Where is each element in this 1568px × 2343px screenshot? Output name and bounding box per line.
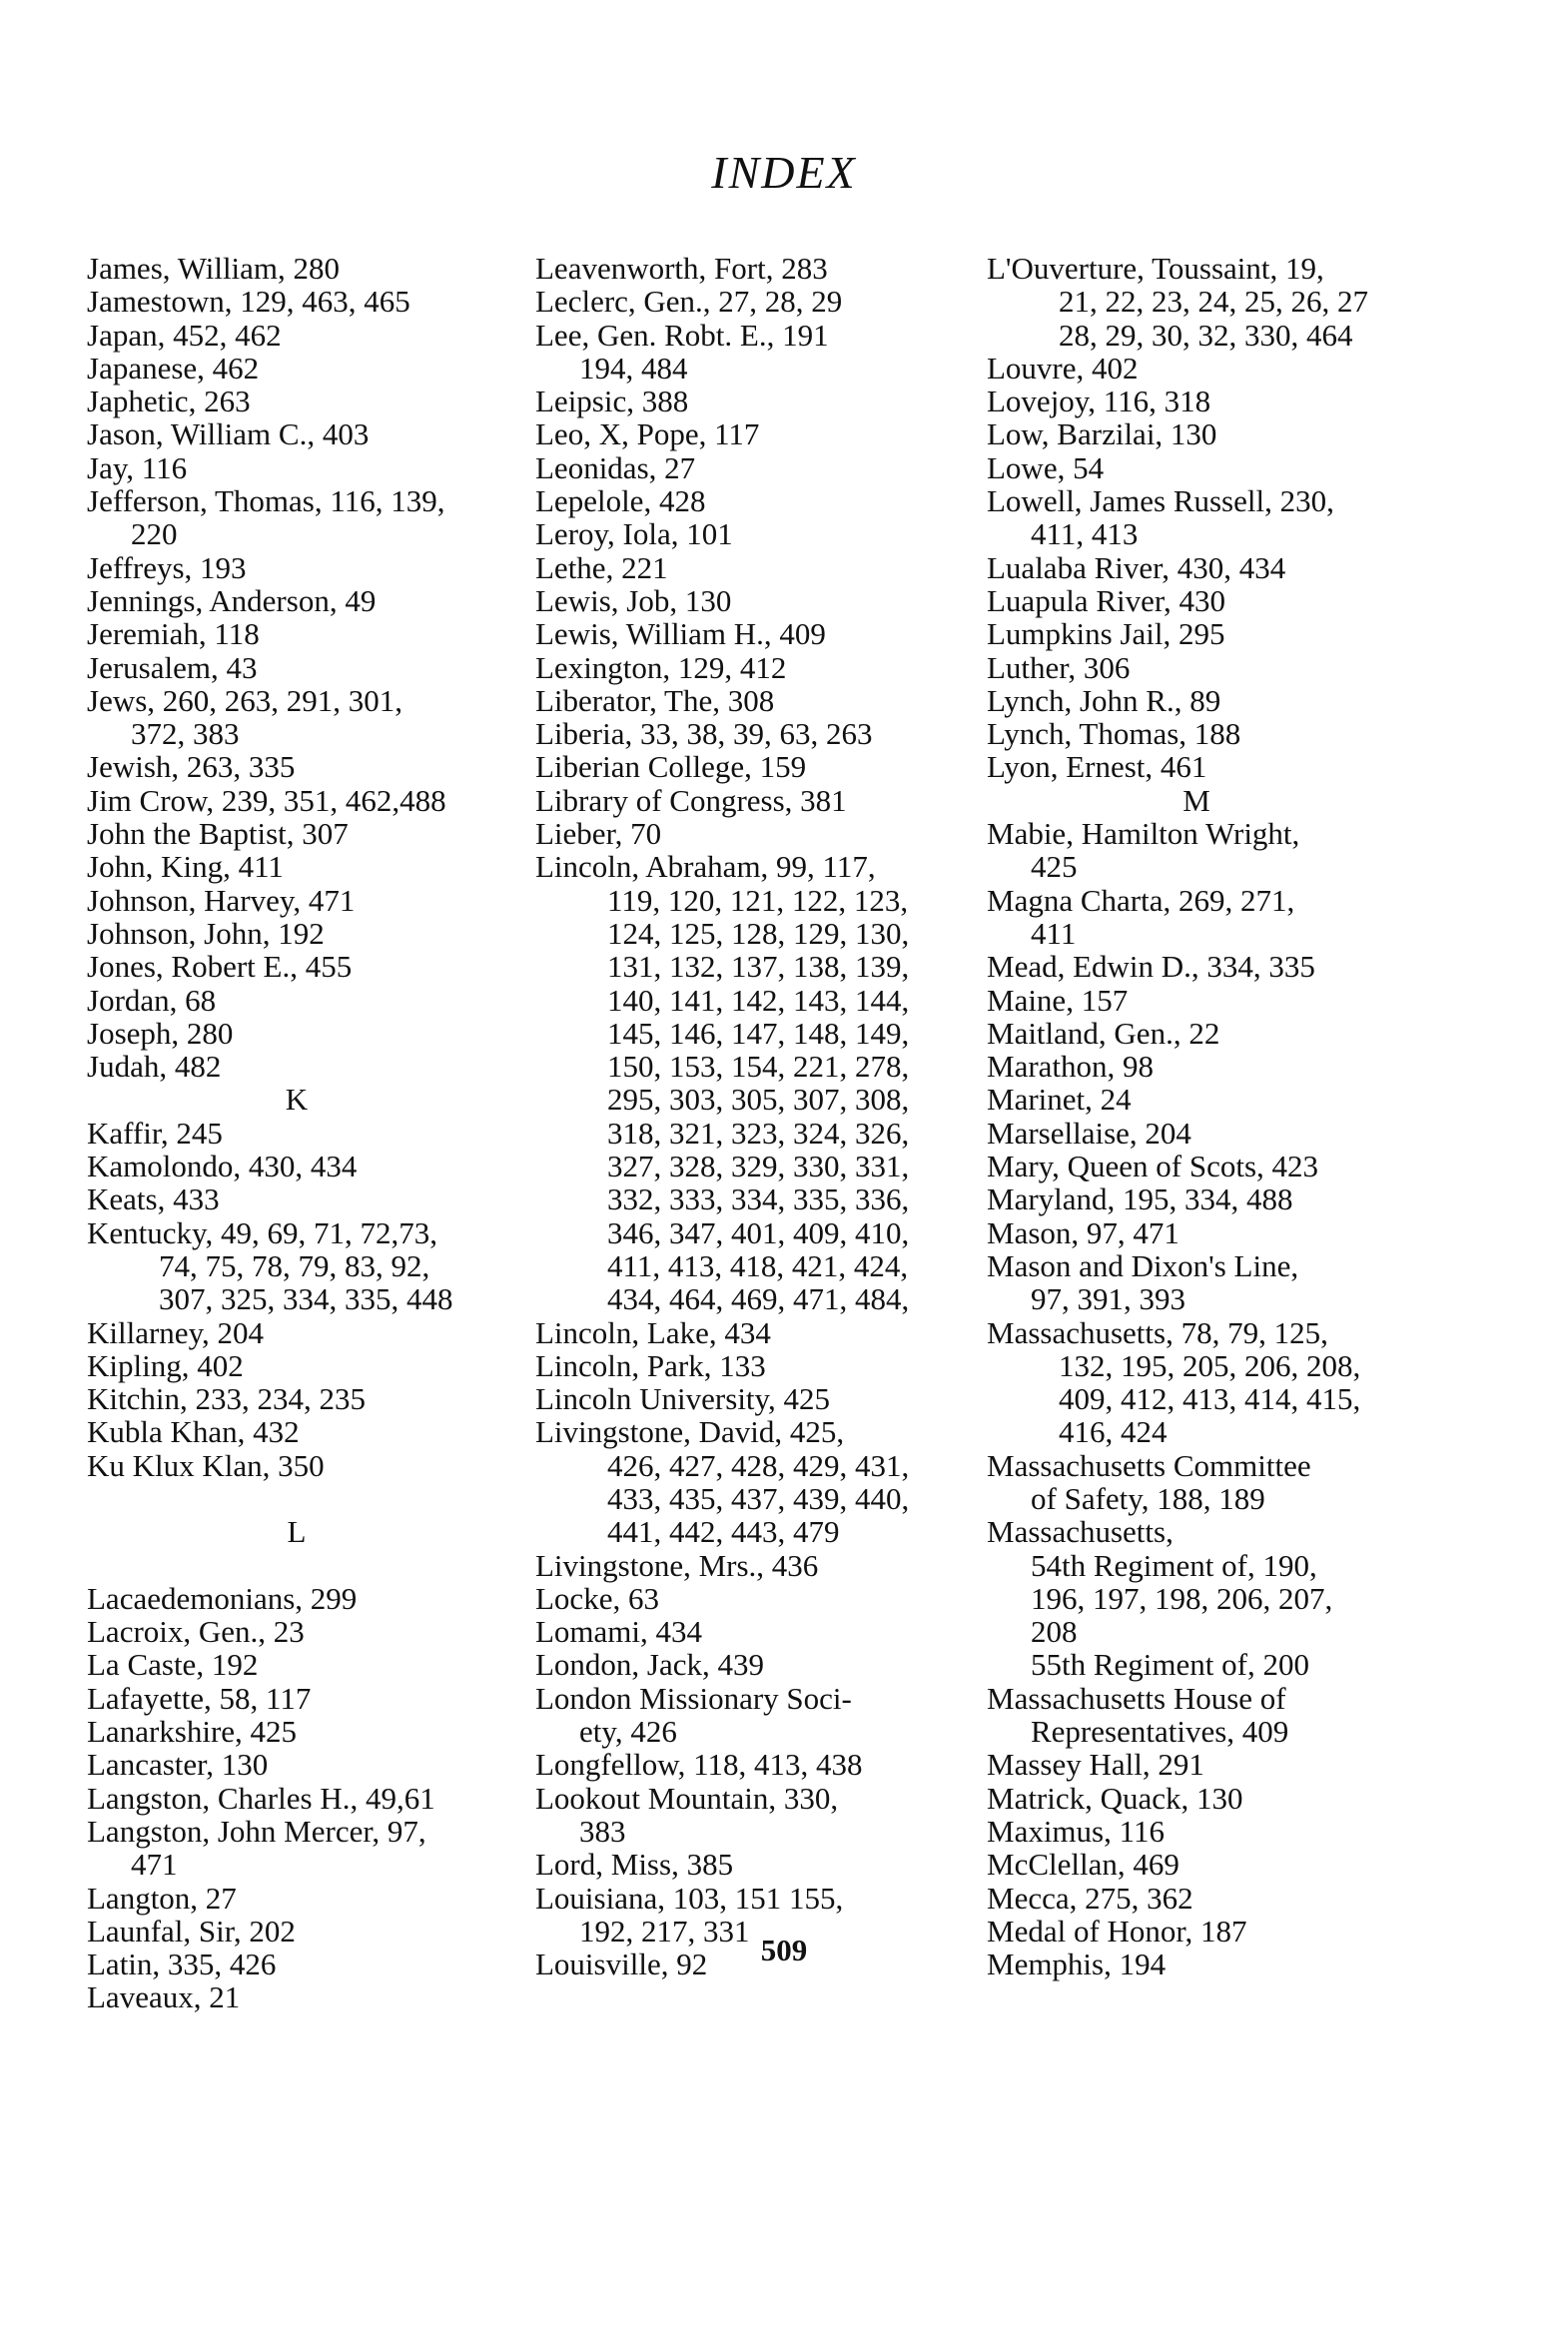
index-entry: Louisiana, 103, 151 155, xyxy=(535,1880,844,1916)
index-entry: Lowe, 54 xyxy=(987,449,1105,485)
index-entry-continuation: 119, 120, 121, 122, 123, xyxy=(607,882,909,918)
index-entry-continuation: 411 xyxy=(1031,915,1077,951)
index-entry-continuation: 145, 146, 147, 148, 149, xyxy=(607,1015,910,1051)
index-entry: Kamolondo, 430, 434 xyxy=(87,1149,358,1184)
index-entry: Lewis, Job, 130 xyxy=(535,582,732,618)
index-entry-continuation: 425 xyxy=(1031,849,1078,885)
index-entry: Luther, 306 xyxy=(987,649,1131,685)
index-entry: Kentucky, 49, 69, 71, 72,73, xyxy=(87,1214,438,1250)
index-entry: London Missionary Soci- xyxy=(535,1680,852,1716)
index-entry: Leavenworth, Fort, 283 xyxy=(535,251,828,286)
index-entry: Maximus, 116 xyxy=(987,1813,1165,1849)
index-entry: Johnson, Harvey, 471 xyxy=(87,882,356,918)
blank-line xyxy=(87,1482,506,1515)
index-entry-continuation: 124, 125, 128, 129, 130, xyxy=(607,915,910,951)
index-entry: Lincoln, Abraham, 99, 117, xyxy=(535,849,876,885)
index-entry-continuation: 383 xyxy=(579,1813,626,1849)
index-entry: Mason, 97, 471 xyxy=(987,1214,1179,1250)
index-entry: Jordan, 68 xyxy=(87,982,217,1018)
index-entry-continuation: 192, 217, 331 xyxy=(579,1913,750,1949)
index-entry: Latin, 335, 426 xyxy=(87,1947,277,1982)
index-entry: Luapula River, 430 xyxy=(987,582,1225,618)
index-entry: Mabie, Hamilton Wright, xyxy=(987,816,1300,852)
index-entry: Kaffir, 245 xyxy=(87,1115,223,1151)
index-entry: Massachusetts, 78, 79, 125, xyxy=(987,1314,1328,1350)
index-entry-continuation: 471 xyxy=(131,1847,178,1883)
index-entry: Lynch, John R., 89 xyxy=(987,682,1221,718)
index-entry: Massachusetts House of xyxy=(987,1680,1286,1716)
index-entry: Lethe, 221 xyxy=(535,549,668,585)
index-entry: Langston, John Mercer, 97, xyxy=(87,1813,426,1849)
index-entry: Magna Charta, 269, 271, xyxy=(987,882,1295,918)
index-entry: Lewis, William H., 409 xyxy=(535,616,826,652)
index-entry-continuation: 21, 22, 23, 24, 25, 26, 27 xyxy=(1059,284,1368,320)
index-entry: Jennings, Anderson, 49 xyxy=(87,582,377,618)
index-entry: La Caste, 192 xyxy=(87,1647,259,1683)
index-entry: Lumpkins Jail, 295 xyxy=(987,616,1225,652)
index-entry: John the Baptist, 307 xyxy=(87,816,349,852)
index-entry: Mason and Dixon's Line, xyxy=(987,1247,1299,1283)
index-entry: Jason, William C., 403 xyxy=(87,416,370,452)
index-entry-continuation: 332, 333, 334, 335, 336, xyxy=(607,1181,910,1217)
index-entry: Longfellow, 118, 413, 438 xyxy=(535,1747,863,1783)
index-entry: Lincoln University, 425 xyxy=(535,1381,831,1417)
index-entry-continuation: 131, 132, 137, 138, 139, xyxy=(607,949,910,985)
index-entry-continuation: of Safety, 188, 189 xyxy=(1031,1480,1265,1516)
index-entry-continuation: 346, 347, 401, 409, 410, xyxy=(607,1214,910,1250)
index-entry: Lowell, James Russell, 230, xyxy=(987,483,1334,519)
index-entry: McClellan, 469 xyxy=(987,1847,1179,1883)
index-entry-continuation: 140, 141, 142, 143, 144, xyxy=(607,982,910,1018)
index-entry: Lexington, 129, 412 xyxy=(535,649,787,685)
index-entry: Lyon, Ernest, 461 xyxy=(987,749,1207,785)
index-entry: Lualaba River, 430, 434 xyxy=(987,549,1286,585)
index-entry-continuation: 74, 75, 78, 79, 83, 92, xyxy=(159,1247,430,1283)
index-column-3 xyxy=(987,252,1406,1980)
index-entry: Lancaster, 130 xyxy=(87,1747,269,1783)
index-entry: Maine, 157 xyxy=(987,982,1129,1018)
index-entry-continuation: 411, 413 xyxy=(1031,516,1139,552)
index-entry: Liberian College, 159 xyxy=(535,749,807,785)
index-entry-continuation: 411, 413, 418, 421, 424, xyxy=(607,1247,909,1283)
index-entry: Leonidas, 27 xyxy=(535,449,696,485)
page-number: 509 xyxy=(760,1933,808,1967)
index-entry-continuation: 132, 195, 205, 206, 208, xyxy=(1059,1347,1361,1383)
index-entry: Louisville, 92 xyxy=(535,1947,708,1982)
index-entry-continuation: 295, 303, 305, 307, 308, xyxy=(607,1082,910,1118)
index-entry: Lanarkshire, 425 xyxy=(87,1714,298,1750)
index-entry: Jewish, 263, 335 xyxy=(87,749,296,785)
index-entry: Lacroix, Gen., 23 xyxy=(87,1614,305,1650)
index-entry: Marinet, 24 xyxy=(987,1082,1132,1118)
index-entry: Liberia, 33, 38, 39, 63, 263 xyxy=(535,716,873,752)
index-entry: Massey Hall, 291 xyxy=(987,1747,1204,1783)
index-entry: John, King, 411 xyxy=(87,849,284,885)
index-entry: Japanese, 462 xyxy=(87,350,260,386)
index-entry-continuation: 441, 442, 443, 479 xyxy=(607,1514,840,1550)
index-entry: Langton, 27 xyxy=(87,1880,237,1916)
index-entry: James, William, 280 xyxy=(87,251,341,286)
index-entry-continuation: 194, 484 xyxy=(579,350,688,386)
index-entry: Judah, 482 xyxy=(87,1049,222,1085)
index-entry-continuation: 372, 383 xyxy=(131,716,240,752)
index-column-2 xyxy=(535,252,965,1980)
index-entry: Langston, Charles H., 49,61 xyxy=(87,1780,435,1816)
index-entry: Massachusetts, xyxy=(987,1514,1174,1550)
index-entry: Lovejoy, 116, 318 xyxy=(987,384,1211,419)
index-entry: Maitland, Gen., 22 xyxy=(987,1015,1220,1051)
index-entry: Maryland, 195, 334, 488 xyxy=(987,1181,1293,1217)
index-entry: London, Jack, 439 xyxy=(535,1647,765,1683)
index-entry: Massachusetts Committee xyxy=(987,1447,1311,1483)
index-entry: Lieber, 70 xyxy=(535,816,662,852)
index-entry: Livingstone, Mrs., 436 xyxy=(535,1547,819,1583)
section-letter: K xyxy=(285,1082,309,1118)
index-entry: Lord, Miss, 385 xyxy=(535,1847,734,1883)
index-entry: Lee, Gen. Robt. E., 191 xyxy=(535,317,829,353)
index-entry: Jeremiah, 118 xyxy=(87,616,260,652)
index-entry: L'Ouverture, Toussaint, 19, xyxy=(987,251,1324,286)
index-entry: Japhetic, 263 xyxy=(87,384,251,419)
index-entry-continuation: ety, 426 xyxy=(579,1714,677,1750)
index-entry-continuation: 208 xyxy=(1031,1614,1078,1650)
index-entry-continuation: 196, 197, 198, 206, 207, xyxy=(1031,1580,1333,1616)
index-entry-continuation: Representatives, 409 xyxy=(1031,1714,1289,1750)
index-entry: Jews, 260, 263, 291, 301, xyxy=(87,682,403,718)
index-entry: Lynch, Thomas, 188 xyxy=(987,716,1241,752)
index-entry-continuation: 426, 427, 428, 429, 431, xyxy=(607,1447,910,1483)
index-entry-continuation: 433, 435, 437, 439, 440, xyxy=(607,1480,910,1516)
index-entry: Keats, 433 xyxy=(87,1181,220,1217)
index-entry: Laveaux, 21 xyxy=(87,1979,241,2015)
index-entry: Joseph, 280 xyxy=(87,1015,234,1051)
index-entry: Louvre, 402 xyxy=(987,350,1139,386)
index-entry: Low, Barzilai, 130 xyxy=(987,416,1217,452)
index-entry: Lomami, 434 xyxy=(535,1614,703,1650)
index-entry: Marsellaise, 204 xyxy=(987,1115,1191,1151)
index-entry: Medal of Honor, 187 xyxy=(987,1913,1247,1949)
index-entry-continuation: 220 xyxy=(131,516,178,552)
index-entry-continuation: 318, 321, 323, 324, 326, xyxy=(607,1115,910,1151)
index-entry: Mecca, 275, 362 xyxy=(987,1880,1193,1916)
index-entry: Jeffreys, 193 xyxy=(87,549,247,585)
index-entry: Library of Congress, 381 xyxy=(535,782,847,818)
index-entry-continuation: 28, 29, 30, 32, 330, 464 xyxy=(1059,317,1353,353)
index-entry: Memphis, 194 xyxy=(987,1947,1167,1982)
index-entry: Liberator, The, 308 xyxy=(535,682,775,718)
index-entry: Lacaedemonians, 299 xyxy=(87,1580,358,1616)
index-entry: Lookout Mountain, 330, xyxy=(535,1780,839,1816)
index-column-1 xyxy=(87,252,506,2014)
index-entry: Lincoln, Park, 133 xyxy=(535,1347,766,1383)
index-entry: Jones, Robert E., 455 xyxy=(87,949,353,985)
index-entry-continuation: 55th Regiment of, 200 xyxy=(1031,1647,1309,1683)
index-entry-continuation: 54th Regiment of, 190, xyxy=(1031,1547,1317,1583)
index-entry: Jay, 116 xyxy=(87,449,188,485)
index-entry: Locke, 63 xyxy=(535,1580,659,1616)
index-entry: Leo, X, Pope, 117 xyxy=(535,416,760,452)
section-letter: L xyxy=(287,1514,307,1550)
index-entry: Japan, 452, 462 xyxy=(87,317,282,353)
index-entry: Johnson, John, 192 xyxy=(87,915,325,951)
index-entry: Leclerc, Gen., 27, 28, 29 xyxy=(535,284,843,320)
blank-line xyxy=(87,1549,506,1582)
index-entry: Jim Crow, 239, 351, 462,488 xyxy=(87,782,446,818)
index-entry-continuation: 409, 412, 413, 414, 415, xyxy=(1059,1381,1361,1417)
index-entry: Marathon, 98 xyxy=(987,1049,1155,1085)
index-entry-continuation: 97, 391, 393 xyxy=(1031,1281,1185,1317)
index-entry: Livingstone, David, 425, xyxy=(535,1414,845,1450)
index-entry: Jamestown, 129, 463, 465 xyxy=(87,284,410,320)
section-letter: M xyxy=(1182,782,1210,818)
index-entry: Ku Klux Klan, 350 xyxy=(87,1447,325,1483)
index-entry: Killarney, 204 xyxy=(87,1314,265,1350)
index-entry: Kitchin, 233, 234, 235 xyxy=(87,1381,366,1417)
index-entry-continuation: 434, 464, 469, 471, 484, xyxy=(607,1281,910,1317)
index-entry-continuation: 307, 325, 334, 335, 448 xyxy=(159,1281,453,1317)
index-entry-continuation: 150, 153, 154, 221, 278, xyxy=(607,1049,910,1085)
index-entry: Leroy, Iola, 101 xyxy=(535,516,733,552)
index-entry: Leipsic, 388 xyxy=(535,384,689,419)
index-entry: Mary, Queen of Scots, 423 xyxy=(987,1149,1319,1184)
page-title: INDEX xyxy=(711,147,857,198)
index-entry-continuation: 416, 424 xyxy=(1059,1414,1168,1450)
index-entry: Lincoln, Lake, 434 xyxy=(535,1314,771,1350)
index-entry: Kipling, 402 xyxy=(87,1347,244,1383)
index-entry: Jerusalem, 43 xyxy=(87,649,258,685)
index-entry-continuation: 327, 328, 329, 330, 331, xyxy=(607,1149,910,1184)
index-entry: Matrick, Quack, 130 xyxy=(987,1780,1243,1816)
index-entry: Launfal, Sir, 202 xyxy=(87,1913,296,1949)
index-entry: Kubla Khan, 432 xyxy=(87,1414,300,1450)
index-entry: Lepelole, 428 xyxy=(535,483,706,519)
index-entry: Mead, Edwin D., 334, 335 xyxy=(987,949,1315,985)
index-entry: Lafayette, 58, 117 xyxy=(87,1680,312,1716)
index-entry: Jefferson, Thomas, 116, 139, xyxy=(87,483,445,519)
